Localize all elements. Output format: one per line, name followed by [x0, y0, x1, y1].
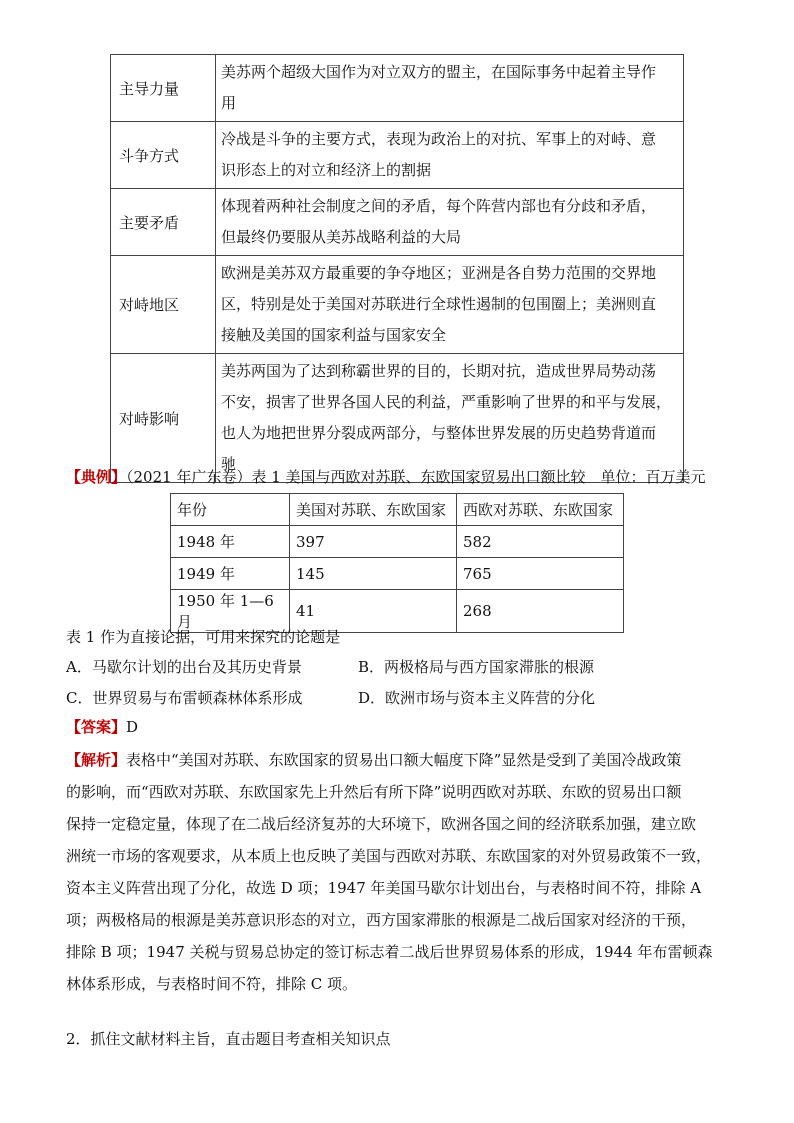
content-line: 区，特别是处于美国对苏联进行全球性遏制的包围圈上；美洲则直: [221, 295, 657, 313]
analysis-line: 保持一定稳定量，体现了在二战后经济复苏的大环境下，欧洲各国之间的经济联系加强，建立欧: [66, 815, 697, 833]
cold-war-summary-table: [110, 54, 684, 483]
table-row: [111, 55, 684, 122]
row-content: [216, 55, 684, 122]
analysis-line: 洲统一市场的客观要求，从本质上也反映了美国与西欧对苏联、东欧国家的对外贸易政策不一致，: [66, 847, 712, 865]
answer-tag: 【答案】: [66, 718, 127, 736]
table-row: [111, 122, 684, 189]
analysis-paragraph: [66, 744, 732, 1000]
table-cell: 397: [290, 526, 457, 558]
example-tag: 【典例】: [66, 468, 127, 486]
analysis-line: [66, 744, 732, 776]
row-label: 主导力量: [111, 55, 216, 122]
row-content: [216, 189, 684, 256]
content-line: 冷战是斗争的主要方式，表现为政治上的对抗、军事上的对峙、意: [221, 130, 657, 148]
content-line: 但最终仍要服从美苏战略利益的大局: [221, 228, 462, 246]
analysis-line: 排除 B 项；1947 关税与贸易总协定的签订标志着二战后世界贸易体系的形成，1944 年布雷顿森: [66, 943, 713, 961]
column-header: 年份: [171, 494, 290, 526]
content-line: 接触及美国的国家利益与国家安全: [221, 326, 447, 344]
table-row: [171, 526, 624, 558]
table-cell: 765: [457, 558, 624, 590]
column-header: 西欧对苏联、东欧国家: [457, 494, 624, 526]
option-a: A．马歇尔计划的出台及其历史背景: [66, 658, 302, 676]
row-label: 对峙影响: [111, 354, 216, 483]
content-line: 体现着两种社会制度之间的矛盾，每个阵营内部也有分歧和矛盾，: [221, 197, 657, 215]
row-label: 主要矛盾: [111, 189, 216, 256]
table-cell: 1949 年: [171, 558, 290, 590]
table-row: [111, 189, 684, 256]
trade-export-table: [170, 493, 624, 633]
table-header-row: [171, 494, 624, 526]
content-line: 也人为地把世界分裂成两部分，与整体世界发展的历史趋势背道而: [221, 424, 657, 442]
example-heading: [66, 466, 706, 487]
content-line: 欧洲是美苏双方最重要的争夺地区；亚洲是各自势力范围的交界地: [221, 264, 657, 282]
table-cell: 145: [290, 558, 457, 590]
content-line: 不安，损害了世界各国人民的利益，严重影响了世界的和平与发展，: [221, 393, 672, 411]
table-row: [171, 558, 624, 590]
answer-line: [66, 716, 138, 737]
table-row: [111, 354, 684, 483]
row-label: 斗争方式: [111, 122, 216, 189]
column-header: 美国对苏联、东欧国家: [290, 494, 457, 526]
content-line: 用: [221, 94, 237, 112]
row-content: [216, 256, 684, 354]
row-label: 对峙地区: [111, 256, 216, 354]
content-line: 识形态上的对立和经济上的割据: [221, 161, 432, 179]
row-content: [216, 122, 684, 189]
section-heading: 2．抓住文献材料主旨，直击题目考查相关知识点: [66, 1030, 391, 1048]
analysis-line: 项；两极格局的根源是美苏意识形态的对立，西方国家滞胀的根源是二战后国家对经济的干预，: [66, 911, 697, 929]
table-cell: 1948 年: [171, 526, 290, 558]
analysis-tag: 【解析】: [66, 751, 127, 769]
answer-value: D: [126, 718, 139, 736]
table-cell: 1950 年 1—6 月: [171, 590, 290, 633]
analysis-line: 的影响，而“西欧对苏联、东欧国家先上升然后有所下降”说明西欧对苏联、东欧的贸易出口额: [66, 783, 682, 801]
table-cell: 268: [457, 590, 624, 633]
content-line: 美苏两国为了达到称霸世界的目的，长期对抗，造成世界局势动荡: [221, 362, 657, 380]
example-text: （2021 年广东卷）表 1 美国与西欧对苏联、东欧国家贸易出口额比较 单位：百万美元: [126, 468, 706, 486]
question-text: 表 1 作为直接论据，可用来探究的论题是: [66, 628, 341, 646]
content-line: 驰: [221, 455, 237, 473]
analysis-line: 林体系形成，与表格时间不符，排除 C 项。: [66, 975, 358, 993]
option-b: B．两极格局与西方国家滞胀的根源: [358, 658, 595, 676]
content-line: 美苏两个超级大国作为对立双方的盟主，在国际事务中起着主导作: [221, 63, 657, 81]
analysis-line: 资本主义阵营出现了分化，故选 D 项；1947 年美国马歇尔计划出台，与表格时间不符，排除 A: [66, 879, 702, 897]
analysis-text: 表格中“美国对苏联、东欧国家的贸易出口额大幅度下降”显然是受到了美国冷战政策: [126, 751, 682, 769]
row-content: [216, 354, 684, 483]
table-cell: 582: [457, 526, 624, 558]
option-d: D．欧洲市场与资本主义阵营的分化: [358, 689, 596, 707]
table-row: [111, 256, 684, 354]
table-cell: 41: [290, 590, 457, 633]
option-c: C．世界贸易与布雷顿森林体系形成: [66, 689, 303, 707]
